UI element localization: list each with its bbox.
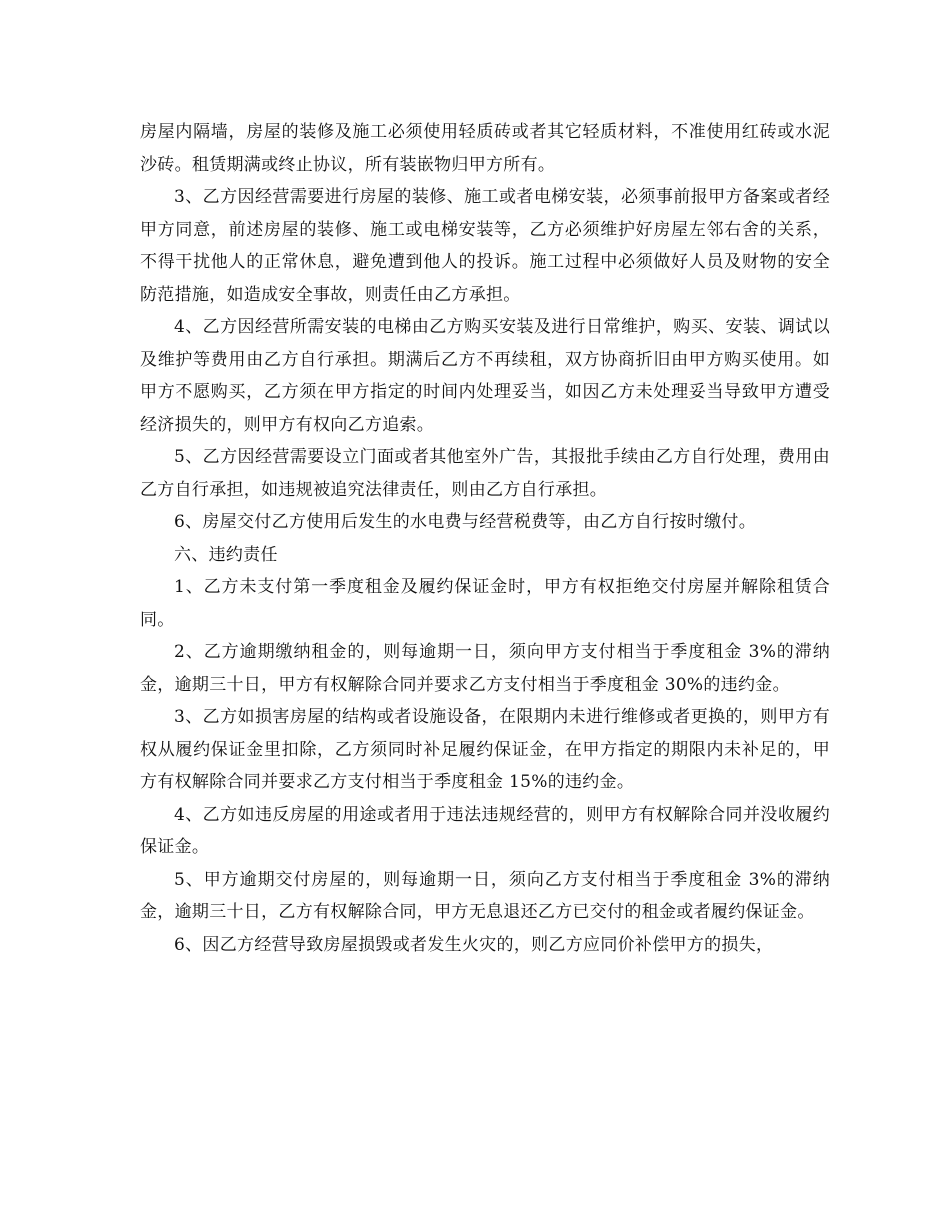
paragraph-clause-6-4: 4、乙方如违反房屋的用途或者用于违法违规经营的，则甲方有权解除合同并没收履约保证金。 (140, 804, 830, 857)
section-heading-breach: 六、违约责任 (174, 544, 278, 565)
paragraph-clause-5-5: 5、乙方因经营需要设立门面或者其他室外广告，其报批手续由乙方自行处理，费用由乙方自行承担，如违规被追究法律责任，则由乙方自行承担。 (140, 447, 830, 500)
paragraph-clause-5-6: 6、房屋交付乙方使用后发生的水电费与经营税费等，由乙方自行按时缴付。 (174, 512, 757, 532)
paragraph-clause-5-4: 4、乙方因经营所需安装的电梯由乙方购买安装及进行日常维护，购买、安装、调试以及维护等费用由乙方自行承担。期满后乙方不再续租，双方协商折旧由甲方购买使用。如甲方不愿购买，乙方须在甲方指定的时间内处理妥当，如因乙方未处理妥当导致甲方遭受经济损失的，则甲方有权向乙方追索。 (140, 317, 830, 435)
paragraph-clause-6-2: 2、乙方逾期缴纳租金的，则每逾期一日，须向甲方支付相当于季度租金 3%的滞纳金，逾期三十日，甲方有权解除合同并要求乙方支付相当于季度租金 30%的违约金。 (140, 642, 830, 695)
paragraph-clause-6-6: 6、因乙方经营导致房屋损毁或者发生火灾的，则乙方应同价补偿甲方的损失， (174, 934, 774, 955)
paragraph-continuation: 房屋内隔墙，房屋的装修及施工必须使用轻质砖或者其它轻质材料，不准使用红砖或水泥沙砖。租赁期满或终止协议，所有装嵌物归甲方所有。 (140, 122, 830, 175)
paragraph-clause-5-3: 3、乙方因经营需要进行房屋的装修、施工或者电梯安装，必须事前报甲方备案或者经甲方同意，前述房屋的装修、施工或电梯安装等，乙方必须维护好房屋左邻右舍的关系，不得干扰他人的正常休息，避免遭到他人的投诉。施工过程中必须做好人员及财物的安全防范措施，如造成安全事故，则责任由乙方承担。 (140, 187, 830, 305)
document-body (140, 116, 830, 961)
paragraph-clause-6-1: 1、乙方未支付第一季度租金及履约保证金时，甲方有权拒绝交付房屋并解除租赁合同。 (140, 577, 830, 630)
paragraph-clause-6-3: 3、乙方如损害房屋的结构或者设施设备，在限期内未进行维修或者更换的，则甲方有权从履约保证金里扣除，乙方须同时补足履约保证金，在甲方指定的期限内未补足的，甲方有权解除合同并要求乙方支付相当于季度租金 15%的违约金。 (140, 707, 830, 792)
paragraph-clause-6-5: 5、甲方逾期交付房屋的，则每逾期一日，须向乙方支付相当于季度租金 3%的滞纳金，逾期三十日，乙方有权解除合同，甲方无息退还乙方已交付的租金或者履约保证金。 (140, 869, 830, 922)
